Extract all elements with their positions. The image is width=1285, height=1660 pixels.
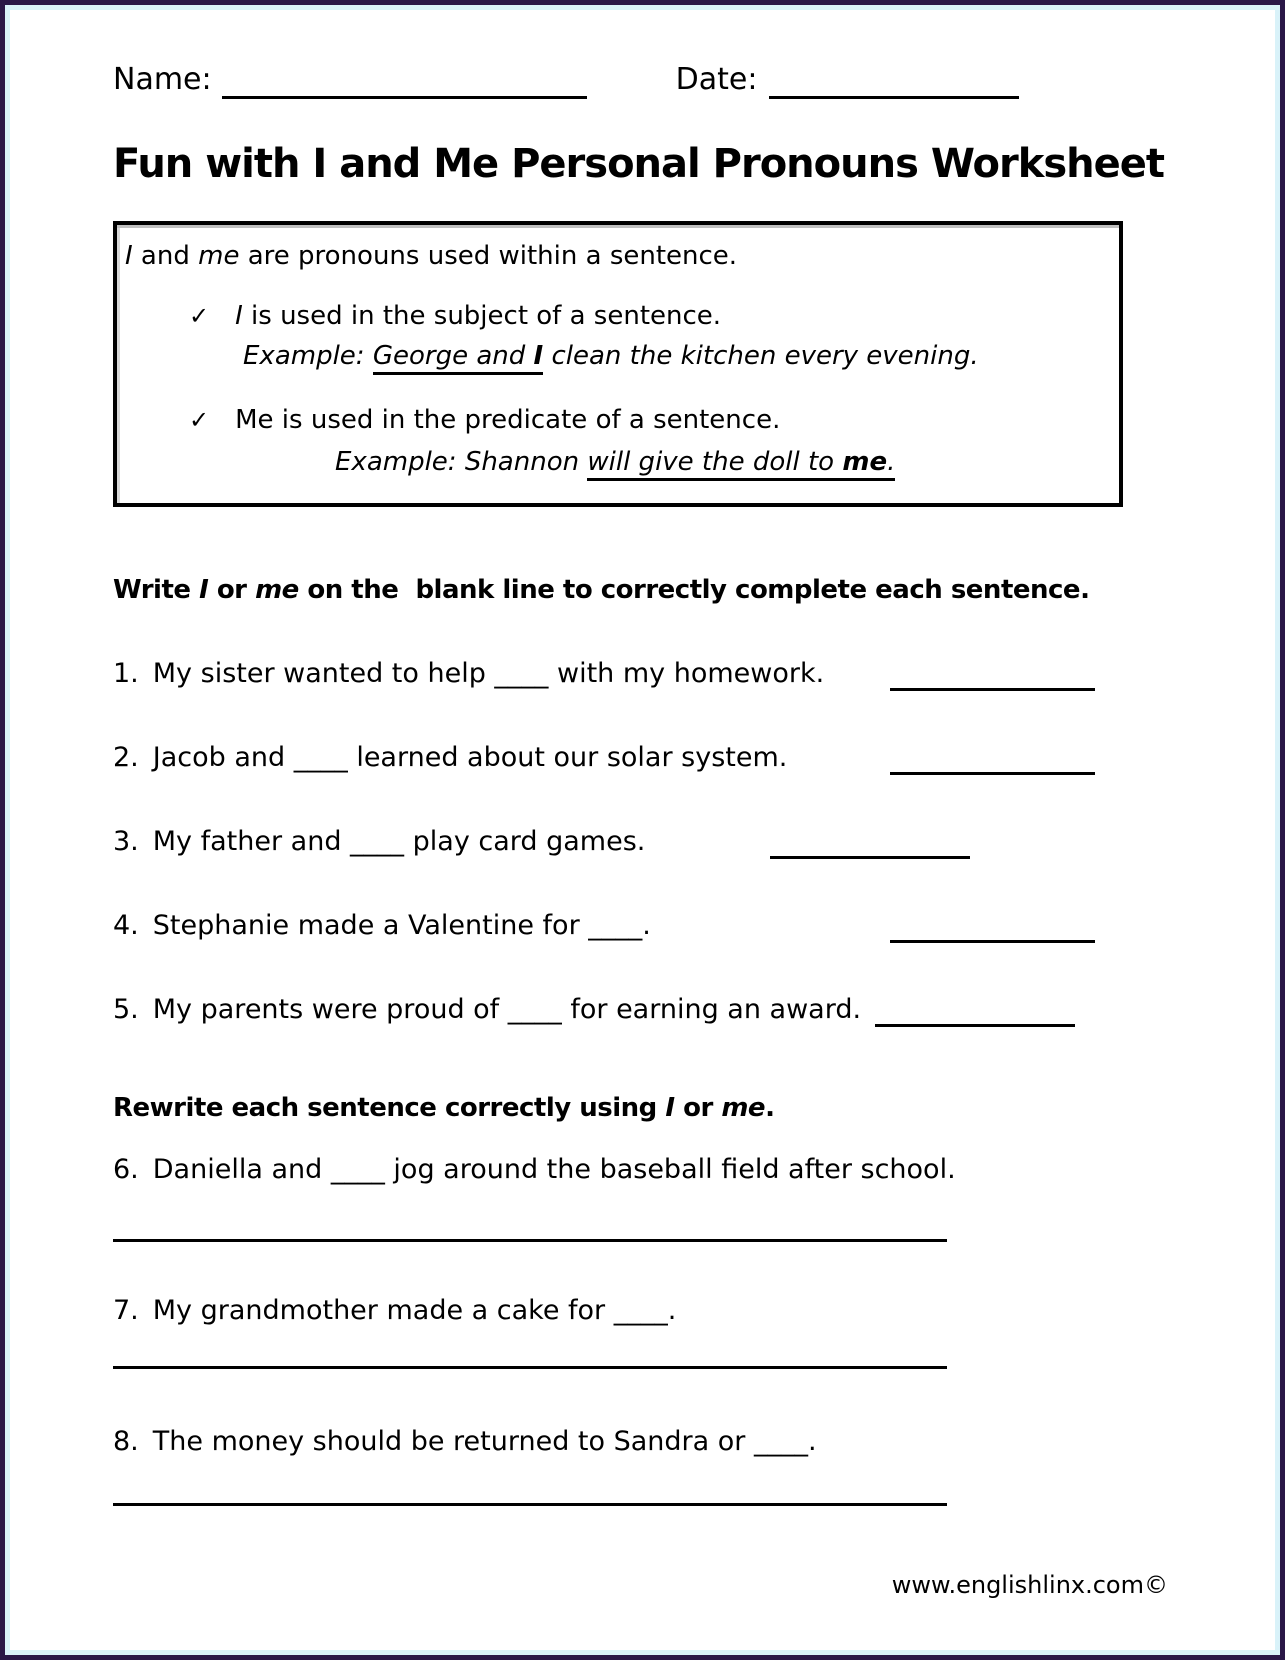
rule-me-rest: is used in the predicate of a sentence. — [273, 405, 781, 435]
name-label: Name: — [113, 62, 212, 97]
rule-pronoun-me: Me — [235, 405, 274, 435]
worksheet-content — [15, 61, 1270, 1600]
info-intro-line — [125, 239, 1103, 273]
example-i-underline-bold: I — [533, 341, 544, 371]
section1-instruction — [113, 573, 1123, 607]
name-blank-line — [222, 65, 587, 99]
instr2-pronoun-me: me — [721, 1093, 766, 1123]
site-credit: www.englishlinx.com© — [891, 1571, 1168, 1599]
question-number: 5. — [113, 994, 139, 1025]
bullet-rule-me-text — [235, 403, 780, 437]
question-number: 2. — [113, 742, 139, 773]
question-text: Stephanie made a Valentine for ____. — [152, 910, 651, 941]
answer-line-1 — [890, 661, 1095, 691]
instr2-pronoun-i: I — [665, 1093, 675, 1123]
example-me-underline-end: . — [887, 447, 896, 477]
example-line-me — [335, 445, 1103, 479]
question-number: 4. — [113, 910, 139, 941]
answer-line-4 — [890, 913, 1095, 943]
answer-line-2 — [890, 745, 1095, 775]
question-7 — [113, 1294, 1123, 1328]
question-number: 6. — [113, 1154, 139, 1185]
instr1-text-2: or — [208, 575, 256, 605]
question-6 — [113, 1153, 1123, 1187]
name-date-row — [113, 61, 1123, 99]
question-row-3 — [113, 825, 1123, 859]
example-me-underlined — [587, 447, 895, 481]
page-title: Fun with I and Me Personal Pronouns Worksheet — [113, 141, 1164, 187]
example-line-i — [243, 339, 1103, 373]
question-row-5 — [113, 993, 1123, 1027]
rule-i-rest: is used in the subject of a sentence. — [242, 301, 722, 331]
instr2-text-1: Rewrite each sentence correctly using — [113, 1093, 666, 1123]
instr1-pronoun-i: I — [199, 575, 209, 605]
question-8 — [113, 1425, 1123, 1459]
question-number: 3. — [113, 826, 139, 857]
bullet-rule-i — [189, 299, 1103, 333]
bullet-rule-i-text — [235, 299, 721, 333]
date-label: Date: — [675, 62, 758, 97]
instr1-text-1: Write — [113, 575, 200, 605]
question-text: My father and ____ play card games. — [152, 826, 646, 857]
question-number: 1. — [113, 658, 139, 689]
instr2-text-3: . — [765, 1093, 775, 1123]
example-i-label: Example: — [243, 341, 373, 371]
example-i-rest: clean the kitchen every evening. — [543, 341, 979, 371]
rewrite-line-8 — [113, 1503, 947, 1506]
instr1-pronoun-me: me — [255, 575, 299, 605]
footer — [113, 1570, 1168, 1600]
example-me-label: Example: Shannon — [335, 447, 588, 477]
instr2-text-2: or — [674, 1093, 722, 1123]
question-text: My sister wanted to help ____ with my homework. — [152, 658, 825, 689]
question-row-4 — [113, 909, 1123, 943]
question-3 — [113, 825, 645, 859]
question-text: Jacob and ____ learned about our solar system. — [152, 742, 788, 773]
bullet-rule-me — [189, 403, 1103, 437]
question-text: My grandmother made a cake for ____. — [152, 1295, 677, 1326]
intro-text-1: and — [132, 241, 199, 271]
question-4 — [113, 909, 651, 943]
question-text: My parents were proud of ____ for earning an award. — [152, 994, 862, 1025]
example-me-underline-bold: me — [842, 447, 888, 477]
question-number: 7. — [113, 1295, 139, 1326]
question-text: The money should be returned to Sandra or ____. — [152, 1426, 817, 1457]
question-2 — [113, 741, 787, 775]
question-1 — [113, 657, 824, 691]
rewrite-line-7 — [113, 1366, 947, 1369]
intro-text-2: are pronouns used within a sentence. — [239, 241, 738, 271]
question-text: Daniella and ____ jog around the baseball field after school. — [152, 1154, 956, 1185]
instr1-text-3: on the blank line to correctly complete each sentence. — [298, 575, 1090, 605]
checkmark-icon: ✓ — [189, 406, 210, 434]
intro-pronoun-i: I — [125, 241, 133, 271]
intro-pronoun-me: me — [198, 241, 240, 271]
example-me-underline-text: will give the doll to — [587, 447, 843, 477]
date-blank-line — [769, 65, 1019, 99]
question-5 — [113, 993, 861, 1027]
question-row-1 — [113, 657, 1123, 691]
question-number: 8. — [113, 1426, 139, 1457]
question-row-2 — [113, 741, 1123, 775]
rewrite-line-6 — [113, 1239, 947, 1242]
rule-pronoun-i: I — [235, 301, 243, 331]
section2-instruction — [113, 1091, 1123, 1125]
answer-line-3 — [770, 829, 970, 859]
info-box — [113, 221, 1123, 507]
example-i-underline-text: George and — [372, 341, 534, 371]
example-i-underlined — [373, 341, 543, 375]
checkmark-icon: ✓ — [189, 302, 210, 330]
answer-line-5 — [875, 997, 1075, 1027]
